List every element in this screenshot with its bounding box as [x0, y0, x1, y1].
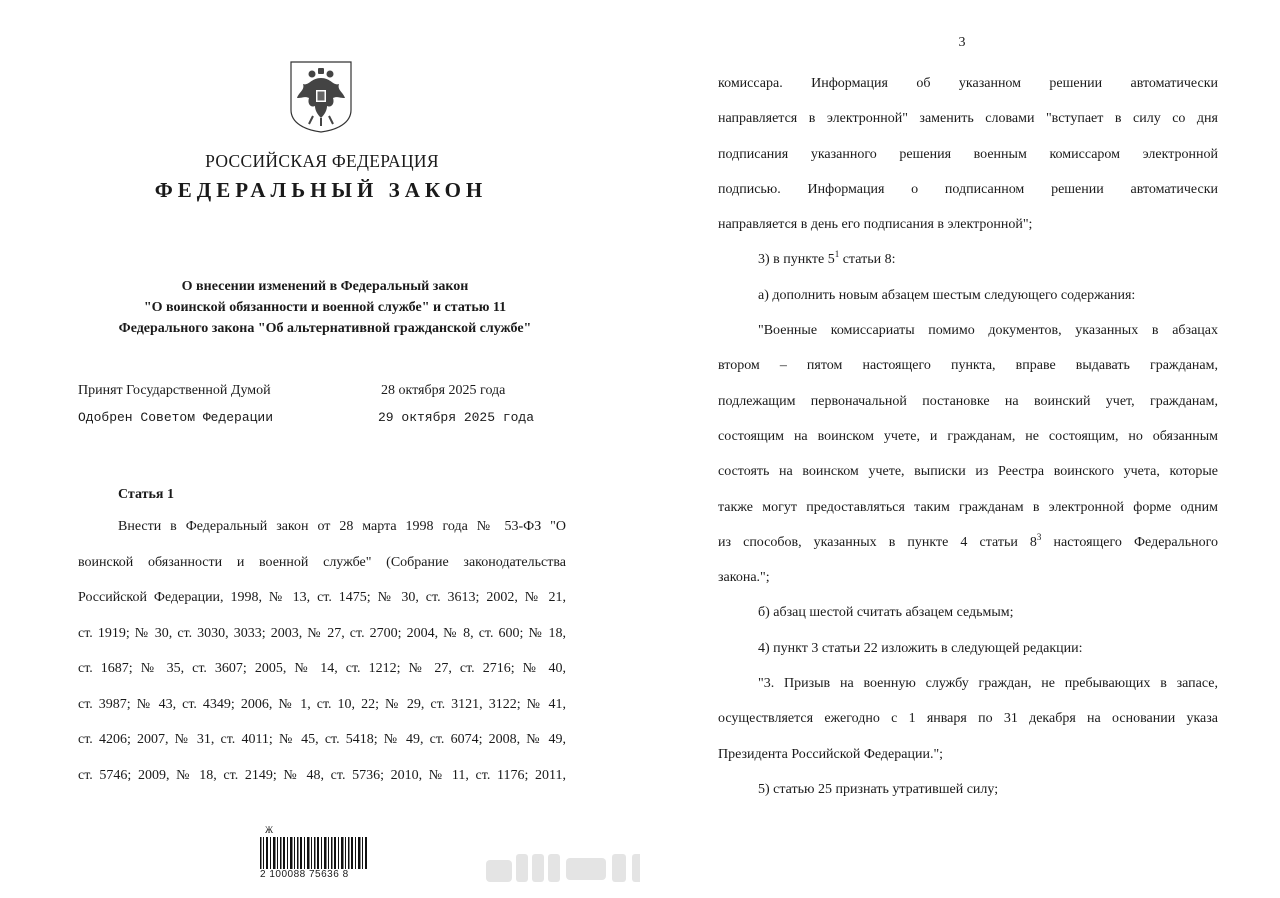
subject-line: "О воинской обязанности и военной службе" и статью 11 — [143, 300, 507, 315]
body-line: ст. 5746; 2009, № 18, ст. 2149; № 48, ст. 5736; 2010, № 11, ст. 1176; 2011, — [78, 767, 566, 783]
adoption-federation-council — [78, 410, 535, 425]
article-body — [78, 517, 566, 801]
body-line: ст. 4206; 2007, № 31, ст. 4011; № 45, ст. 5418; № 49, ст. 6074; 2008, № 49, — [78, 732, 566, 747]
body-line: из способов, указанных в пункте 4 статьи $8^3$ настоящего Федерального — [718, 531, 1218, 550]
body-line: ст. 3987; № 43, ст. 4349; 2006, № 1, ст. 10, 22; № 29, ст. 3121, 3122; № 41, — [78, 696, 566, 712]
page-number: 3 — [958, 35, 966, 50]
body-line: комиссара. Информация об указанном решении автоматически — [718, 76, 1218, 91]
barcode-mark: Ж — [265, 825, 274, 835]
coat-of-arms-icon — [289, 60, 353, 134]
adoption-label: Принят Государственной Думой — [78, 383, 271, 398]
body-line: направляется в день его подписания в электронной"; — [718, 217, 1033, 233]
body-line: "Военные комиссариаты помимо документов, указанных в абзацах — [758, 323, 1218, 339]
body-line: 3) в пункте $5^1$ статьи 8: — [758, 249, 896, 268]
body-line: также могут предоставляться таким гражданам в электронной форме одним — [718, 499, 1218, 515]
body-line: Российской Федерации, 1998, № 13, ст. 1475; № 30, ст. 3613; 2002, № 21, — [78, 590, 566, 605]
body-line: направляется в электронной" заменить словами "вступает в силу со дня — [718, 111, 1218, 127]
body-line: "3. Призыв на военную службу граждан, не пребывающих в запасе, — [758, 676, 1218, 692]
body-line: воинской обязанности и военной службе" (Собрание законодательства — [78, 554, 566, 570]
body-line: состоять на воинском учете, выписки из Реестра воинского учета, которые — [718, 464, 1218, 480]
article-heading: Статья 1 — [118, 487, 174, 502]
adoption-label: Одобрен Советом Федерации — [78, 410, 274, 425]
body-line: втором – пятом настоящего пункта, вправе выдавать гражданам, — [718, 358, 1218, 374]
subject-line: Федерального закона "Об альтернативной гражданской службе" — [118, 321, 532, 336]
superscript: 1 — [834, 249, 840, 260]
body-line: 5) статью 25 признать утратившей силу; — [758, 781, 999, 797]
adoption-date: 29 октября 2025 года — [378, 410, 535, 425]
law-title: ФЕДЕРАЛЬНЫЙ ЗАКОН — [154, 178, 488, 202]
body-line: осуществляется ежегодно с 1 января по 31 декабря на основании указа — [718, 711, 1218, 727]
superscript: 3 — [1036, 531, 1042, 542]
subject-line: О внесении изменений в Федеральный закон — [181, 279, 469, 294]
body-line: подлежащим первоначальной постановке на воинский учет, гражданам, — [718, 393, 1218, 409]
adoption-duma — [78, 383, 506, 399]
article-body-continued — [718, 74, 1218, 815]
barcode-icon — [258, 837, 370, 869]
body-line: закона."; — [718, 570, 770, 586]
country-name: РОССИЙСКАЯ ФЕДЕРАЦИЯ — [205, 151, 439, 171]
body-line: а) дополнить новым абзацем шестым следующего содержания: — [758, 287, 1136, 303]
body-line: Президента Российской Федерации."; — [718, 746, 944, 762]
body-line: Внести в Федеральный закон от 28 марта 1998 года № 53-ФЗ "О — [118, 519, 566, 534]
body-line: ст. 1919; № 30, ст. 3030, 3033; 2003, № 27, ст. 2700; 2004, № 8, ст. 600; № 18, — [78, 625, 566, 641]
law-subject — [60, 276, 590, 339]
body-line: состоящим на воинском учете, и гражданам, не состоящим, но обязанным — [718, 428, 1218, 444]
body-line: подписью. Информация о подписанном решении автоматически — [718, 181, 1218, 197]
body-line: б) абзац шестой считать абзацем седьмым; — [758, 605, 1014, 621]
body-line: ст. 1687; № 35, ст. 3607; 2005, № 14, ст. 1212; № 27, ст. 2716; № 40, — [78, 661, 566, 676]
right-page — [640, 0, 1280, 898]
barcode — [258, 825, 370, 883]
body-line: подписания указанного решения военным комиссаром электронной — [718, 146, 1218, 162]
body-line: 4) пункт 3 статьи 22 изложить в следующей редакции: — [758, 640, 1083, 656]
adoption-date: 28 октября 2025 года — [381, 383, 506, 398]
barcode-number: 2 100088 75636 8 — [260, 869, 349, 880]
